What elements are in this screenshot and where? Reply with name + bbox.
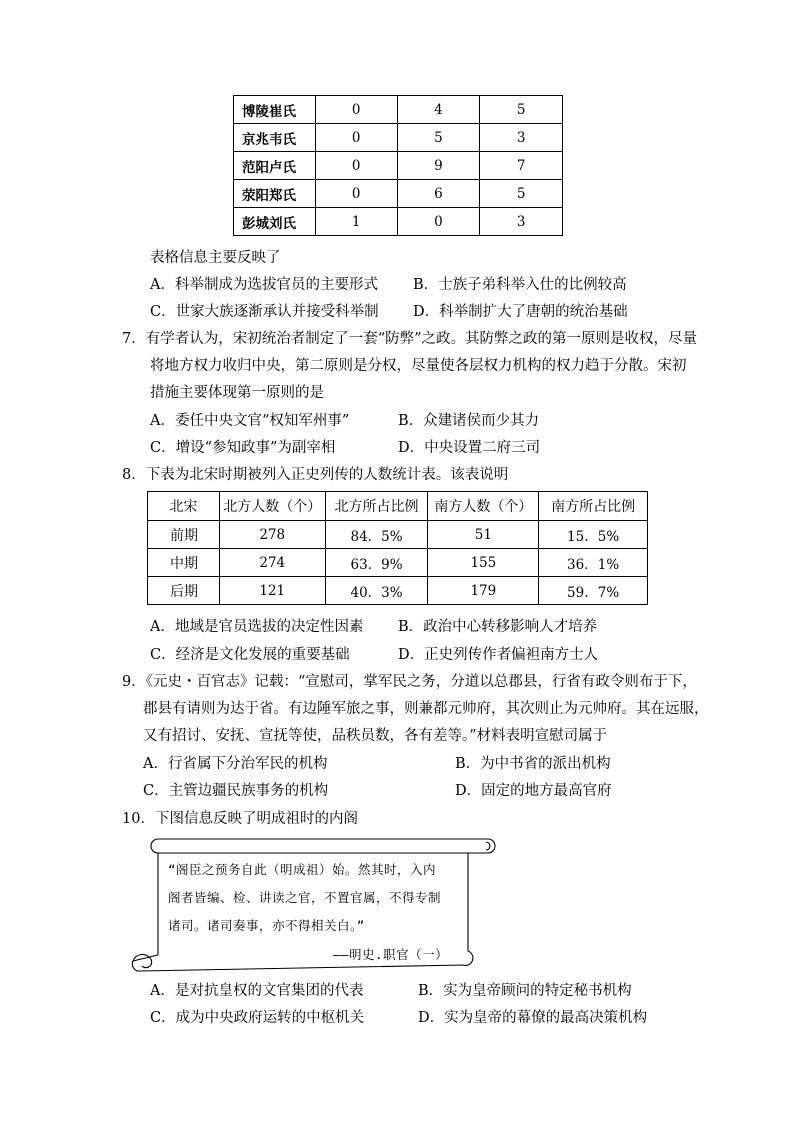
q9-option-a[interactable]: A．行省属下分治军民的机构 — [143, 756, 328, 772]
table-cell: 5 — [480, 180, 563, 208]
table-cell: 1 — [315, 208, 397, 236]
clan-name-cell: 荥阳郑氏 — [234, 180, 316, 208]
table-cell: 40．3% — [325, 577, 428, 605]
song-table — [147, 491, 648, 605]
table-cell: 5 — [480, 96, 563, 124]
column-header: 北宋 — [148, 492, 220, 521]
q10-option-d[interactable]: D．实为皇帝的幕僚的最高决策机构 — [418, 1010, 648, 1026]
table-cell: 278 — [219, 521, 325, 549]
q9-stem-line2: 郡县有请则为达于省。有边陲军旅之事，则兼都元帅府，其次则止为元帅府。其在远服， — [143, 701, 709, 717]
table-cell: 63．9% — [325, 549, 428, 577]
q7-option-a[interactable]: A．委任中央文官“权知军州事” — [150, 413, 350, 429]
table-cell: 0 — [315, 152, 397, 180]
q7-stem-line2: 将地方权力收归中央，第二原则是分权，尽量使各层权力机构的权力趋于分散。宋初 — [150, 358, 687, 374]
q10-option-c[interactable]: C．成为中央政府运转的中枢机关 — [150, 1010, 365, 1026]
table-row — [234, 180, 563, 208]
table-cell: 179 — [428, 577, 539, 605]
table-cell: 36．1% — [539, 549, 648, 577]
q10-option-b[interactable]: B．实为皇帝顾问的特定秘书机构 — [418, 983, 632, 999]
q7-stem-line1: 7．有学者认为，宋初统治者制定了一套“防弊”之政。其防弊之政的第一原则是收权，尽量 — [122, 331, 698, 347]
clan-name-cell: 博陵崔氏 — [234, 96, 316, 124]
column-header: 南方人数（个） — [428, 492, 539, 521]
table-cell: 84．5% — [325, 521, 428, 549]
scroll-quote-line3: 诸司。诸司奏事，亦不得相关白。” — [168, 918, 365, 933]
q9-stem-line1: 9．《元史・百官志》记载：“宣慰司，掌军民之务，分道以总郡县，行省有政令则布于下， — [122, 674, 697, 690]
period-cell: 中期 — [148, 549, 220, 577]
q7-option-d[interactable]: D．中央设置二府三司 — [398, 440, 541, 456]
table-cell: 15．5% — [539, 521, 648, 549]
table-cell: 51 — [428, 521, 539, 549]
period-cell: 前期 — [148, 521, 220, 549]
table-row — [234, 124, 563, 152]
table-cell: 0 — [315, 96, 397, 124]
table-cell: 6 — [397, 180, 480, 208]
table-cell: 4 — [397, 96, 480, 124]
table-row — [148, 521, 648, 549]
table-cell: 7 — [480, 152, 563, 180]
table-cell: 59．7% — [539, 577, 648, 605]
clan-name-cell: 京兆韦氏 — [234, 124, 316, 152]
q6-option-b[interactable]: B．士族子弟科举入仕的比例较高 — [413, 277, 627, 293]
table-row — [234, 208, 563, 236]
table-cell: 3 — [480, 208, 563, 236]
table-cell: 274 — [219, 549, 325, 577]
table-cell: 0 — [315, 180, 397, 208]
table-row — [148, 577, 648, 605]
q7-option-c[interactable]: C．增设“参知政事”为副宰相 — [150, 440, 336, 456]
q8-option-c[interactable]: C．经济是文化发展的重要基础 — [150, 647, 350, 663]
column-header: 南方所占比例 — [539, 492, 648, 521]
q8-option-d[interactable]: D．正史列传作者偏袒南方士人 — [398, 647, 599, 663]
q7-stem-line3: 措施主要体现第一原则的是 — [150, 385, 324, 401]
clan-name-cell: 彭城刘氏 — [234, 208, 316, 236]
q6-stem: 表格信息主要反映了 — [150, 250, 281, 266]
clan-name-cell: 范阳卢氏 — [234, 152, 316, 180]
q8-stem: 8．下表为北宋时期被列入正史列传的人数统计表。该表说明 — [122, 467, 509, 483]
table-row — [234, 96, 563, 124]
table-cell: 155 — [428, 549, 539, 577]
table-header-row — [148, 492, 648, 521]
table-row — [234, 152, 563, 180]
column-header: 北方所占比例 — [325, 492, 428, 521]
table-cell: 0 — [397, 208, 480, 236]
clan-table — [233, 95, 563, 236]
q9-option-d[interactable]: D．固定的地方最高官府 — [455, 783, 612, 799]
q10-stem: 10．下图信息反映了明成祖时的内阁 — [122, 811, 358, 827]
q6-option-a[interactable]: A．科举制成为选拔官员的主要形式 — [150, 277, 378, 293]
q8-option-b[interactable]: B．政治中心转移影响人才培养 — [398, 619, 598, 635]
q6-option-c[interactable]: C．世家大族逐渐承认并接受科举制 — [150, 304, 379, 320]
q7-option-b[interactable]: B．众建诸侯而少其力 — [398, 413, 540, 429]
q8-option-a[interactable]: A．地域是官员选拔的决定性因素 — [150, 619, 364, 635]
period-cell: 后期 — [148, 577, 220, 605]
q9-option-c[interactable]: C．主管边疆民族事务的机构 — [143, 783, 329, 799]
q10-option-a[interactable]: A．是对抗皇权的文官集团的代表 — [150, 983, 364, 999]
table-cell: 0 — [315, 124, 397, 152]
scroll-quote-source: ——明史.职官（一） — [333, 947, 449, 962]
q9-option-b[interactable]: B．为中书省的派出机构 — [455, 756, 611, 772]
table-cell: 5 — [397, 124, 480, 152]
scroll-quote-line1: “阁臣之预务自此（明成祖）始。然其时，入内 — [168, 862, 437, 877]
column-header: 北方人数（个） — [219, 492, 325, 521]
table-row — [148, 549, 648, 577]
q9-stem-line3: 又有招讨、安抚、宣抚等使，品秩员数，各有差等。”材料表明宣慰司属于 — [143, 728, 608, 744]
q6-option-d[interactable]: D．科举制扩大了唐朝的统治基础 — [413, 304, 628, 320]
table-cell: 9 — [397, 152, 480, 180]
scroll-quote-line2: 阁者皆编、检、讲读之官，不置官属，不得专制 — [168, 890, 442, 905]
table-cell: 121 — [219, 577, 325, 605]
table-cell: 3 — [480, 124, 563, 152]
